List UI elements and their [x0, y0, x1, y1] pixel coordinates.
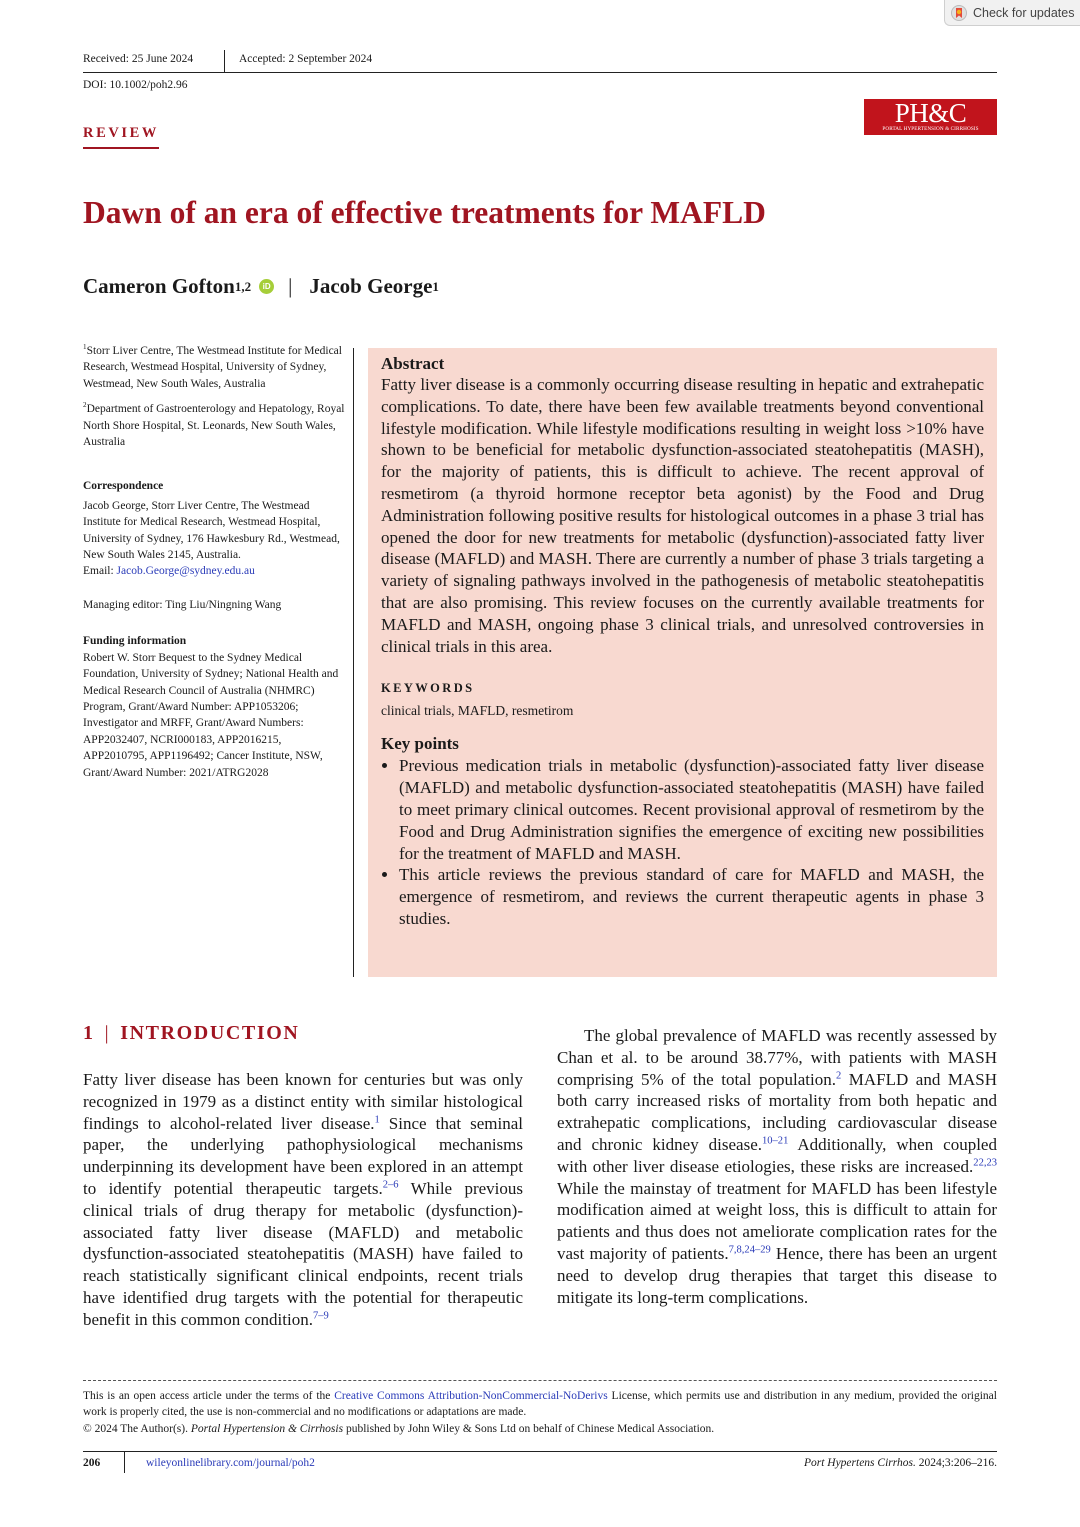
article-info-column	[83, 343, 345, 781]
accepted-date: Accepted: 2 September 2024	[239, 53, 373, 65]
author-list: Cameron Gofton 1,2 iD | Jacob George 1	[83, 274, 439, 298]
page-number: 206	[83, 1457, 101, 1469]
abstract-heading: Abstract	[381, 354, 445, 373]
received-date: Received: 25 June 2024	[83, 53, 194, 65]
abstract-text: Fatty liver disease is a commonly occurring disease resulting in hepatic and extrahepatic complications. To date, there have been few available treatments beyond conventional lifestyle modification. While lifestyle modifications resulting in weight loss >10% have shown to be beneficial for metabolic dysfunction-associated steatohepatitis (MASH), for the majority of patients, this is difficult to achieve. The recent approval of resmetirom (a thyroid hormone receptor beta agonist) by the Food and Drug Administration following positive results for histological outcomes in a phase 3 trial has opened the door for new treatments for metabolic (dysfunction)-associated fatty liver disease (MAFLD) and MASH. There are currently a number of phase 3 trials targeting a variety of signaling pathways involved in the pathogenesis of metabolic steatohepatitis that are also promising. This review focuses on the currently available treatments for MAFLD and MASH, ongoing phase 3 clinical trials, and unresolved controversies in clinical trials in this area.	[381, 375, 984, 656]
email-link[interactable]: Jacob.George@sydney.edu.au	[116, 565, 255, 578]
footer-separator	[124, 1451, 125, 1473]
journal-logo-text: PH&C	[894, 98, 967, 128]
footnote-divider	[83, 1380, 997, 1381]
correspondence-heading: Correspondence	[83, 480, 164, 493]
citation-link[interactable]: 7–9	[312, 1310, 329, 1322]
citation-info: Port Hypertens Cirrhos. 2024;3:206–216.	[803, 1457, 997, 1469]
section-label: REVIEW	[83, 125, 159, 149]
orcid-icon[interactable]: iD	[259, 279, 274, 294]
correspondence-text: Jacob George, Storr Liver Centre, The Westmead Institute for Medical Research, Westmead Hospital, University of Sydney, 176 Hawkesbury Rd., Westmead, New South Wales 2145, Australia. Email: Jacob.George@sydney.edu.au	[83, 499, 340, 578]
abstract-box	[368, 348, 997, 977]
body-paragraph: Fatty liver disease has been known for centuries but was only recognized in 1979 as a distinct entity with similar histological findings to alcohol-related liver disease.$^1$ Since that seminal paper, the underlying pathophysiological mechanisms underpinning its development have been explored in an attempt to identify potential therapeutic targets.$^{2-6}$ While previous clinical trials of drug therapy for metabolic (dysfunction)-associated fatty liver disease (MAFLD) and metabolic dysfunction-associated steatohepatitis (MASH) have failed to reach statistically significant clinical endpoints, recent trials have identified drug targets with the potential for therapeutic benefit in this common condition.$^{7-9}$	[83, 1070, 523, 1329]
citation-link[interactable]: 22,23	[973, 1157, 997, 1169]
citation-link[interactable]: 2	[835, 1069, 842, 1081]
footer-rule	[83, 1451, 997, 1452]
journal-logo	[864, 99, 997, 135]
header-rule	[83, 72, 997, 73]
affiliation: $^2$Department of Gastroenterology and Hepatology, Royal North Shore Hospital, St. Leonards, New South Wales, Australia	[83, 401, 345, 449]
key-points-list	[381, 755, 984, 929]
header-separator	[224, 50, 225, 72]
section-heading: 1 | INTRODUCTION	[83, 1022, 300, 1044]
affiliation: $^1$Storr Liver Centre, The Westmead Institute for Medical Research, Westmead Hospital, University of Sydney, Westmead, New South Wales, Australia	[83, 343, 342, 390]
managing-editor: Managing editor: Ting Liu/Ningning Wang	[83, 598, 282, 611]
author-separator: |	[288, 274, 293, 298]
key-points-heading: Key points	[381, 734, 459, 754]
check-for-updates-button[interactable]	[944, 0, 1080, 26]
citation-link[interactable]: 10–21	[762, 1135, 789, 1147]
doi: DOI: 10.1002/poh2.96	[83, 79, 188, 91]
keywords-heading: KEYWORDS	[381, 681, 475, 696]
journal-logo-subtitle: PORTAL HYPERTENSION & CIRRHOSIS	[882, 126, 979, 132]
citation-link[interactable]: 7,8,24–29	[728, 1244, 771, 1256]
body-column-right	[557, 1025, 997, 1308]
citation-link[interactable]: 2–6	[382, 1179, 399, 1191]
column-divider	[353, 348, 354, 977]
crossmark-icon	[951, 5, 967, 21]
author-name[interactable]: Jacob George	[309, 274, 433, 298]
author-name[interactable]: Cameron Gofton	[83, 274, 235, 298]
license-link[interactable]: Creative Commons Attribution-NonCommercial-NoDerivs	[334, 1390, 608, 1402]
keywords: clinical trials, MAFLD, resmetirom	[381, 703, 574, 719]
license-notice: This is an open access article under the terms of the Creative Commons Attribution-NonCommercial-NoDerivs License, which permits use and distribution in any medium, provided the original work is properly cited, the use is non-commercial and no modifications or adaptations are made. © 2024 The Author(s). Portal Hypertension & Cirrhosis published by John Wiley & Sons Ltd on behalf of Chinese Medical Association.	[83, 1390, 997, 1435]
check-for-updates-label: Check for updates	[973, 5, 1075, 20]
body-column-left	[83, 1069, 523, 1331]
body-paragraph: The global prevalence of MAFLD was recently assessed by Chan et al. to be around 38.77%, with patients with MASH comprising 5% of the total population.$^2$ MAFLD and MASH both carry increased risks of mortality from both hepatic and extrahepatic complications, including cardiovascular disease and chronic kidney disease.$^{10-21}$ Additionally, when coupled with other liver disease etiologies, these risks are increased.$^{22,23}$ While the mainstay of treatment for MAFLD has been lifestyle modification aimed at weight loss, this is difficult to attain for patients and thus does not ameliorate complication rates for the vast majority of patients.$^{7,8,24-29}$ Hence, there has been an urgent need to develop drug therapies that target this disease to mitigate its long-term complications.	[557, 1026, 998, 1307]
funding-heading: Funding information	[83, 635, 187, 648]
key-point: • This article reviews the previous standard of care for MAFLD and MASH, the emergence of resmetirom, and reviews the current therapeutic agents in phase 3 studies.	[399, 864, 984, 929]
funding-text: Robert W. Storr Bequest to the Sydney Medical Foundation, University of Sydney; National Health and Medical Research Council of Australia (NHMRC) Program, Grant/Award Number: APP1053206; Investigator and MRFF, Grant/Award Numbers: APP2032407, NCRI000183, APP2016215, APP2010795, APP1196492; Cancer Institute, NSW, Grant/Award Number: 2021/ATRG2028	[83, 651, 339, 779]
key-point: • Previous medication trials in metabolic (dysfunction)-associated fatty liver disease (MAFLD) and metabolic dysfunction-associated steatohepatitis (MASH) have failed to meet primary clinical outcomes. Recent provisional approval of resmetirom by the Food and Drug Administration signifies the emergence of exciting new possibilities for the treatment of MAFLD and MASH.	[399, 755, 984, 864]
citation-link[interactable]: 1	[374, 1113, 380, 1125]
article-title: Dawn of an era of effective treatments for MAFLD	[83, 195, 766, 230]
journal-url-link[interactable]: wileyonlinelibrary.com/journal/poh2	[146, 1457, 315, 1469]
